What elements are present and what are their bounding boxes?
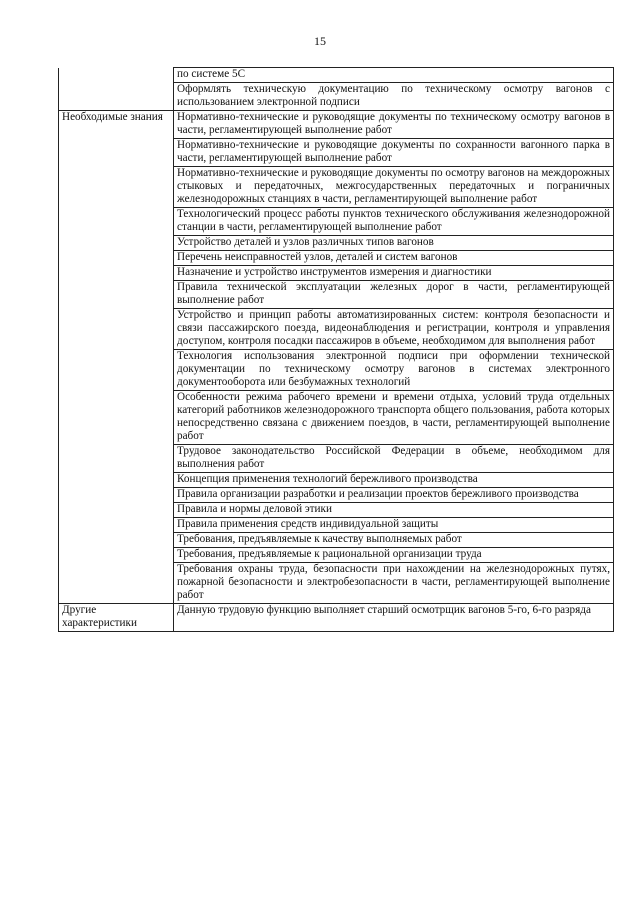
table-row	[59, 83, 614, 111]
knowledge-item: Нормативно-технические и руководящие документы по сохранности вагонного парка в части, регламентирующей выполнение работ	[174, 139, 614, 167]
table-row	[59, 111, 614, 139]
other-text: Данную трудовую функцию выполняет старший осмотрщик вагонов 5-го, 6-го разряда	[174, 604, 614, 632]
knowledge-item: Устройство и принцип работы автоматизированных систем: контроля безопасности и связи пассажирского поезда, видеонаблюдения и регистрации, контроля и управления доступом, контроля посадки пассажиров в объеме, необходимом для выполнения работ	[174, 309, 614, 350]
skill-item: Оформлять техническую документацию по техническому осмотру вагонов с использованием электронной подписи	[174, 83, 614, 111]
knowledge-item: Назначение и устройство инструментов измерения и диагностики	[174, 266, 614, 281]
table-row	[59, 68, 614, 83]
other-label: Другие характеристики	[59, 604, 174, 632]
knowledge-item: Устройство деталей и узлов различных типов вагонов	[174, 236, 614, 251]
knowledge-item: Перечень неисправностей узлов, деталей и систем вагонов	[174, 251, 614, 266]
knowledge-item: Требования, предъявляемые к рациональной организации труда	[174, 548, 614, 563]
requirements-table	[58, 67, 614, 632]
knowledge-item: Нормативно-технические и руководящие документы по осмотру вагонов на междорожных стыковых и передаточных, межгосударственных передаточных и пограничных железнодорожных станциях в части, регламентирующей выполнение работ	[174, 167, 614, 208]
table-row	[59, 604, 614, 632]
knowledge-item: Концепция применения технологий бережливого производства	[174, 473, 614, 488]
knowledge-item: Особенности режима рабочего времени и времени отдыха, условий труда отдельных категорий работников железнодорожного транспорта общего пользования, работа которых непосредственно связана с движением поездов, в части, регламентирующей выполнение работ	[174, 391, 614, 445]
knowledge-item: Трудовое законодательство Российской Федерации в объеме, необходимом для выполнения работ	[174, 445, 614, 473]
knowledge-item: Правила и нормы деловой этики	[174, 503, 614, 518]
knowledge-item: Требования охраны труда, безопасности при нахождении на железнодорожных путях, пожарной безопасности и электробезопасности в части, регламентирующей выполнение работ	[174, 563, 614, 604]
skill-item: по системе 5С	[174, 68, 614, 83]
knowledge-item: Правила организации разработки и реализации проектов бережливого производства	[174, 488, 614, 503]
empty-label-cell	[59, 83, 174, 111]
empty-label-cell	[59, 68, 174, 83]
knowledge-item: Технология использования электронной подписи при оформлении технической документации по техническому осмотру вагонов в системах электронного документооборота или безбумажных технологий	[174, 350, 614, 391]
knowledge-item: Нормативно-технические и руководящие документы по техническому осмотру вагонов в части, регламентирующей выполнение работ	[174, 111, 614, 139]
knowledge-item: Требования, предъявляемые к качеству выполняемых работ	[174, 533, 614, 548]
page-number: 15	[314, 34, 326, 48]
knowledge-label: Необходимые знания	[59, 111, 174, 604]
knowledge-item: Правила применения средств индивидуальной защиты	[174, 518, 614, 533]
knowledge-item: Технологический процесс работы пунктов технического обслуживания железнодорожной станции в части, регламентирующей выполнение работ	[174, 208, 614, 236]
knowledge-item: Правила технической эксплуатации железных дорог в части, регламентирующей выполнение работ	[174, 281, 614, 309]
